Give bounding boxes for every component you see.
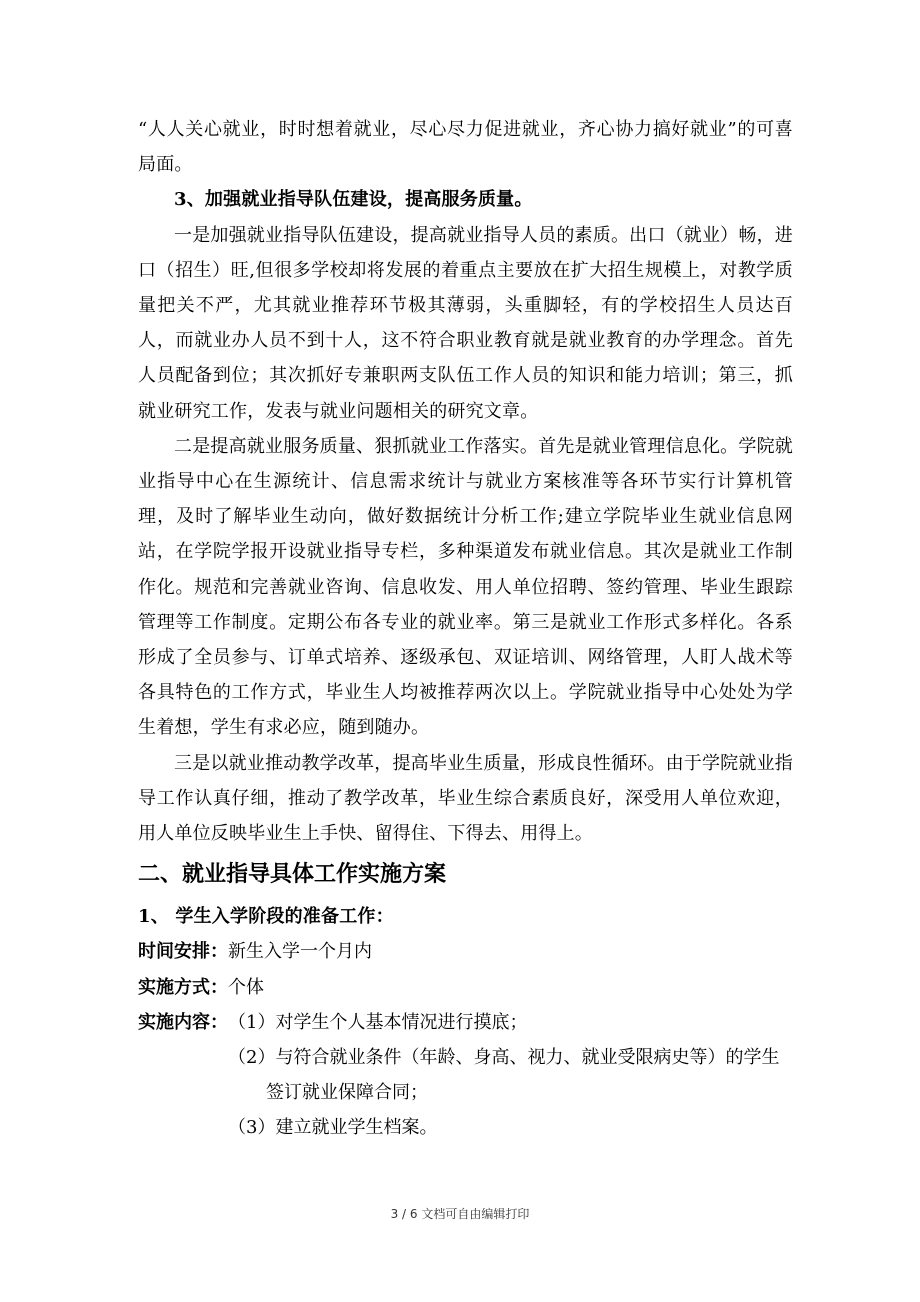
list-item-1-number: （1） bbox=[228, 1011, 276, 1033]
time-arrangement-row bbox=[138, 934, 793, 969]
list-item-3-text: 建立就业学生档案。 bbox=[275, 1117, 438, 1139]
implementation-content-row bbox=[138, 1005, 793, 1040]
implementation-content-label: 实施内容： bbox=[138, 1011, 228, 1033]
paragraph-teaching-reform: 三是以就业推动教学改革，提高毕业生质量，形成良性循环。由于学院就业指导工作认真仔细，推动了教学改革，毕业生综合素质良好，深受用人单位欢迎，用人单位反映毕业生上手快、留得住、下得去、用得上。 bbox=[138, 752, 793, 845]
time-arrangement-label: 时间安排： bbox=[138, 941, 228, 963]
list-item-2 bbox=[228, 1040, 793, 1075]
paragraph-team-building: 一是加强就业指导队伍建设，提高就业指导人员的素质。出口（就业）畅，进口（招生）旺,但很多学校却将发展的着重点主要放在扩大招生规模上，对教学质量把关不严，尤其就业推荐环节极其薄弱，头重脚轻，有的学校招生人员达百人，而就业办人员不到十人，这不符合职业教育就是就业教育的办学理念。首先人员配备到位；其次抓好专兼职两支队伍工作人员的知识和能力培训；第三，抓就业研究工作，发表与就业问题相关的研究文章。 bbox=[138, 224, 793, 422]
implementation-method-row bbox=[138, 970, 793, 1005]
paragraph-service-quality: 二是提高就业服务质量、狠抓就业工作落实。首先是就业管理信息化。学院就业指导中心在生源统计、信息需求统计与就业方案核准等各环节实行计算机管理，及时了解毕业生动向，做好数据统计分析工作;建立学院毕业生就业信息网站，在学院学报开设就业指导专栏，多种渠道发布就业信息。其次是就业工作制作化。规范和完善就业咨询、信息收发、用人单位招聘、签约管理、毕业生跟踪管理等工作制度。定期公布各专业的就业率。第三是就业工作形式多样化。各系形成了全员参与、订单式培养、逐级承包、双证培训、网络管理，人盯人战术等各具特色的工作方式，毕业生人均被推荐两次以上。学院就业指导中心处处为学生着想，学生有求必应，随到随办。 bbox=[138, 435, 793, 739]
list-item-2-text-line2: 签订就业保障合同； bbox=[266, 1082, 428, 1104]
intro-paragraph: “人人关心就业，时时想着就业，尽心尽力促进就业，齐心协力搞好就业”的可喜局面。 bbox=[138, 119, 793, 176]
list-item-2-continuation bbox=[138, 1075, 793, 1110]
list-item-1-text: 对学生个人基本情况进行摸底； bbox=[275, 1011, 528, 1033]
implementation-method-label: 实施方式： bbox=[138, 976, 228, 998]
section-2-heading: 二、就业指导具体工作实施方案 bbox=[138, 862, 447, 888]
subsection-1-heading: 1、 学生入学阶段的准备工作： bbox=[138, 906, 394, 928]
list-item-3 bbox=[228, 1110, 793, 1145]
list-item-2-number: （2） bbox=[228, 1047, 276, 1069]
document-body bbox=[138, 112, 793, 1146]
time-arrangement-value: 新生入学一个月内 bbox=[228, 941, 372, 963]
page-footer: 3 / 6 文档可自由编辑打印 bbox=[390, 1207, 530, 1221]
section-3-heading: 3、加强就业指导队伍建设，提高服务质量。 bbox=[174, 189, 533, 211]
list-item-2-text-line1: 与符合就业条件（年龄、身高、视力、就业受限病史等）的学生 bbox=[275, 1047, 780, 1069]
implementation-method-value: 个体 bbox=[228, 976, 264, 998]
list-item-3-number: （3） bbox=[228, 1117, 276, 1139]
